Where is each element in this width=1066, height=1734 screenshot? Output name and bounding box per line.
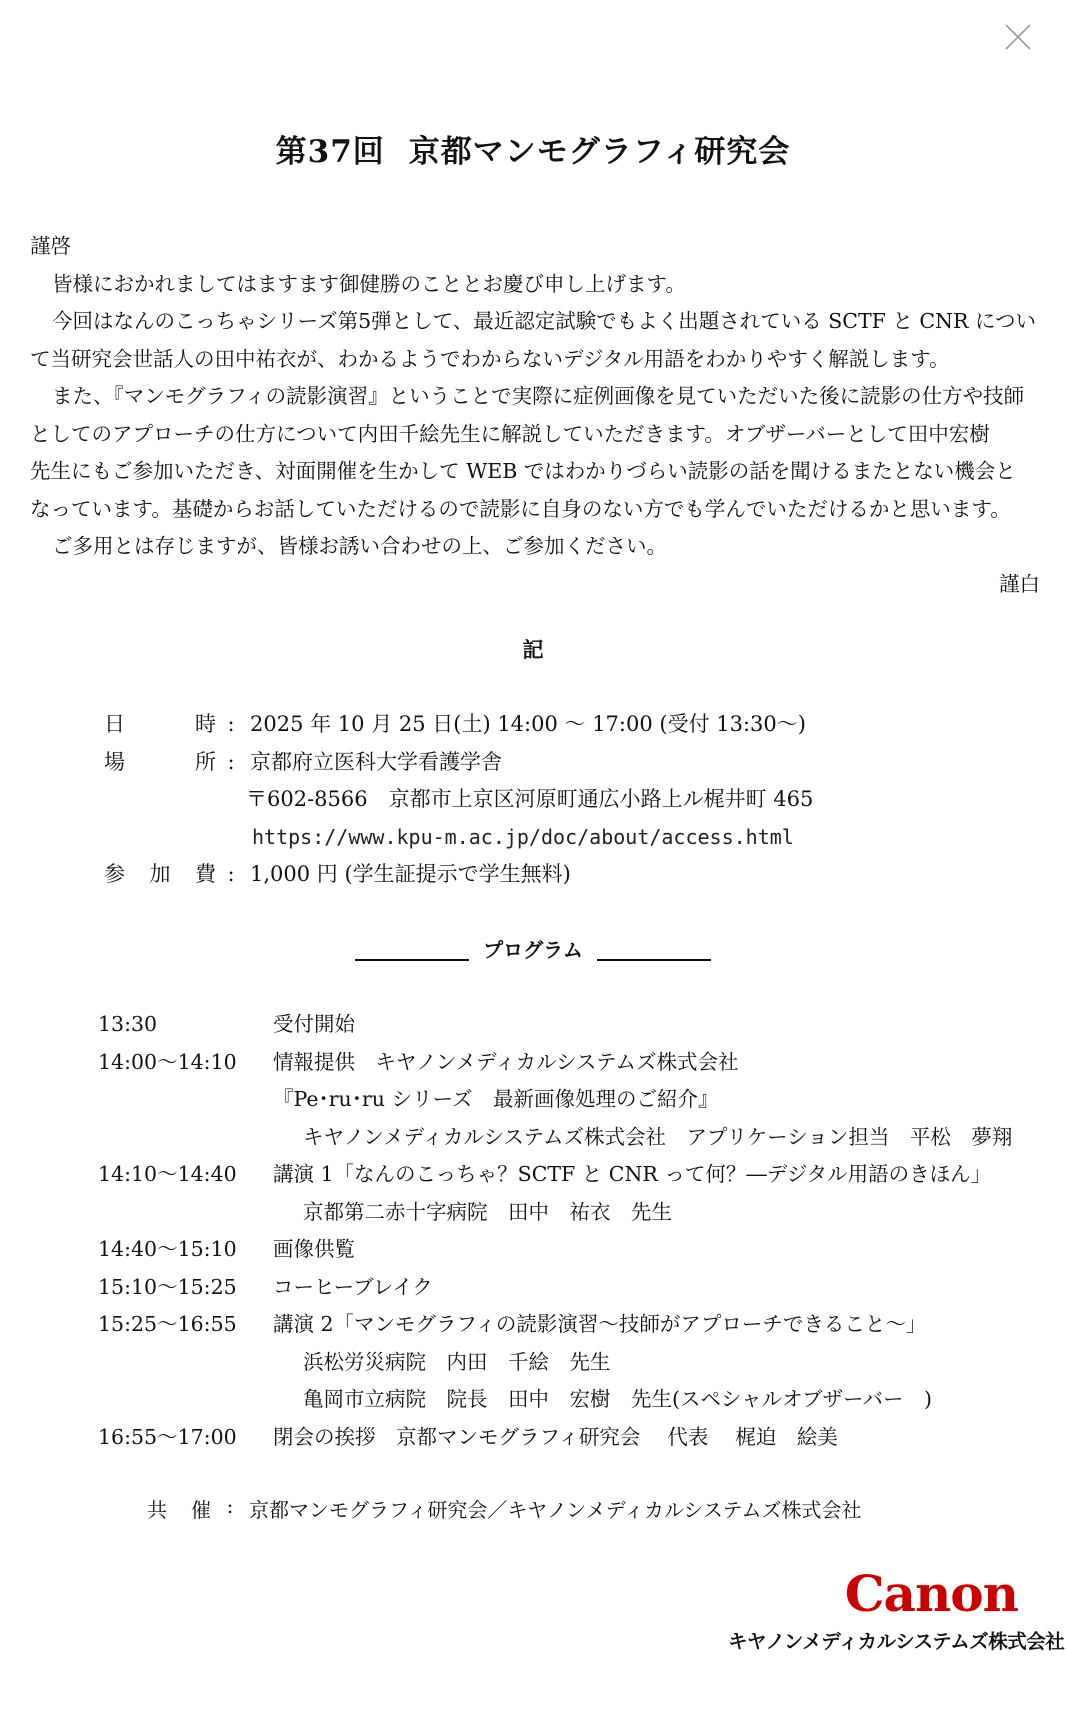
program-time: 14:40～15:10 (98, 1237, 237, 1261)
program-row (98, 1419, 1012, 1457)
title-number: 第37回 (275, 134, 385, 170)
program-time: 14:10～14:40 (98, 1162, 237, 1186)
letter-opening: 謹啓 (30, 234, 71, 258)
program-row (98, 1194, 1012, 1232)
fee-label: 参 加 費 (104, 862, 216, 886)
program-time: 16:55～17:00 (98, 1424, 237, 1449)
program-row (98, 1081, 1012, 1119)
program-desc: 京都第二赤十字病院 田中 祐衣 先生 (303, 1199, 672, 1224)
close-icon (1003, 22, 1033, 52)
program-row (98, 1006, 1012, 1044)
program-row (98, 1044, 1012, 1082)
co-host-value: 京都マンモグラフィ研究会／キヤノンメディカルシステムズ株式会社 (249, 1498, 862, 1522)
close-button[interactable] (1003, 22, 1033, 52)
letter-paragraph-2-line-2: て当研究会世話人の田中祐衣が、わかるようでわからないデジタル用語をわかりやすく解説します。 (30, 346, 950, 371)
program-desc: 『Pe･ru･ru シリーズ 最新画像処理のご紹介』 (273, 1087, 719, 1111)
program-desc: 受付開始 (273, 1012, 355, 1036)
letter-paragraph-1: 皆様におかれましてはますます御健勝のこととお慶び申し上げます。 (52, 271, 686, 296)
co-host-line: 共 催 : 京都マンモグラフィ研究会／キヤノンメディカルシステムズ株式会社 (147, 1494, 862, 1522)
letter-paragraph-3-line-4: なっています。基礎からお話していただけるので読影に自身のない方でも学んでいただけるかと思います。 (30, 496, 1011, 521)
program-desc: 講演 2「マンモグラフィの読影演習～技師がアプローチできること～」 (273, 1312, 927, 1336)
program-time: 15:10～15:25 (98, 1274, 237, 1299)
program-schedule (98, 1006, 1012, 1456)
program-row (98, 1231, 1012, 1269)
company-name: キヤノンメディカルシステムズ株式会社 (728, 1630, 1065, 1653)
invitation-letter (30, 228, 1040, 603)
program-row (98, 1381, 1012, 1419)
canon-brand-mark: Canon (844, 1564, 1018, 1623)
program-row (98, 1306, 1012, 1344)
letter-paragraph-3-line-3: 先生にもご参加いただき、対面開催を生かして WEB ではわかりづらい読影の話を聞けるまたとない機会と (30, 459, 1016, 483)
program-time: 15:25～16:55 (98, 1312, 237, 1336)
place-row: 場 所 : 京都府立医科大学看護学舎 (104, 744, 813, 782)
letter-closing: 謹白 (999, 571, 1040, 596)
program-heading: プログラム (0, 934, 1066, 963)
program-desc: キヤノンメディカルシステムズ株式会社 アプリケーション担当 平松 夢翔 (303, 1124, 1013, 1149)
event-info (104, 706, 813, 894)
heading-rule-left (355, 959, 469, 961)
title-name: 京都マンモグラフィ研究会 (408, 134, 791, 170)
program-time: 14:00～14:10 (98, 1049, 237, 1074)
program-row (98, 1269, 1012, 1307)
letter-paragraph-2-line-1: 今回はなんのこっちゃシリーズ第5弾として、最近認定試験でもよく出題されている SCTF と CNR につい (52, 309, 1037, 333)
letter-paragraph-4: ご多用とは存じますが、皆様お誘い合わせの上、ご参加ください。 (52, 534, 667, 558)
heading-rule-right (597, 959, 711, 961)
letter-paragraph-3-line-1: また、『マンモグラフィの読影演習』ということで実際に症例画像を見ていただいた後に読影の仕方や技師 (52, 384, 1025, 408)
program-time: 13:30 (98, 1012, 158, 1036)
place-label: 場 所 (104, 749, 216, 774)
date-row: 日 時 : 2025 年 10 月 25 日(土) 14:00 ～ 17:00 (受付 13:30～) (104, 706, 813, 744)
program-row (98, 1344, 1012, 1382)
date-value: 2025 年 10 月 25 日(土) 14:00 ～ 17:00 (受付 13:30～) (250, 712, 806, 736)
program-desc: 亀岡市立病院 院長 田中 宏樹 先生(スペシャルオブザーバー ) (303, 1387, 932, 1411)
fee-value: 1,000 円 (学生証提示で学生無料) (250, 862, 571, 886)
program-desc: 講演 1「なんのこっちゃ？SCTF と CNR って何？―デジタル用語のきほん」 (273, 1162, 992, 1186)
canon-logo (728, 1564, 1065, 1654)
letter-paragraph-3-line-2: としてのアプローチの仕方について内田千絵先生に解説していただきます。オブザーバーとして田中宏樹 (30, 421, 990, 446)
place-value: 京都府立医科大学看護学舎 (250, 749, 502, 774)
fee-row: 参 加 費 : 1,000 円 (学生証提示で学生無料) (104, 856, 813, 894)
program-desc: 閉会の挨拶 京都マンモグラフィ研究会 代表 梶迫 絵美 (273, 1424, 838, 1449)
program-desc: コーヒーブレイク (273, 1274, 433, 1299)
ki-heading: 記 (522, 637, 544, 662)
place-url[interactable]: https://www.kpu-m.ac.jp/doc/about/access.html (252, 824, 794, 849)
page-title (0, 126, 1066, 171)
program-desc: 情報提供 キヤノンメディカルシステムズ株式会社 (273, 1049, 739, 1074)
program-desc: 浜松労災病院 内田 千絵 先生 (303, 1349, 611, 1374)
program-row (98, 1119, 1012, 1157)
co-host-label: 共 催 (147, 1498, 211, 1522)
date-label: 日 時 (104, 712, 216, 736)
program-desc: 画像供覧 (273, 1237, 355, 1261)
place-address: 〒602-8566 京都市上京区河原町通広小路上ル梶井町 465 (246, 787, 814, 811)
program-row (98, 1156, 1012, 1194)
